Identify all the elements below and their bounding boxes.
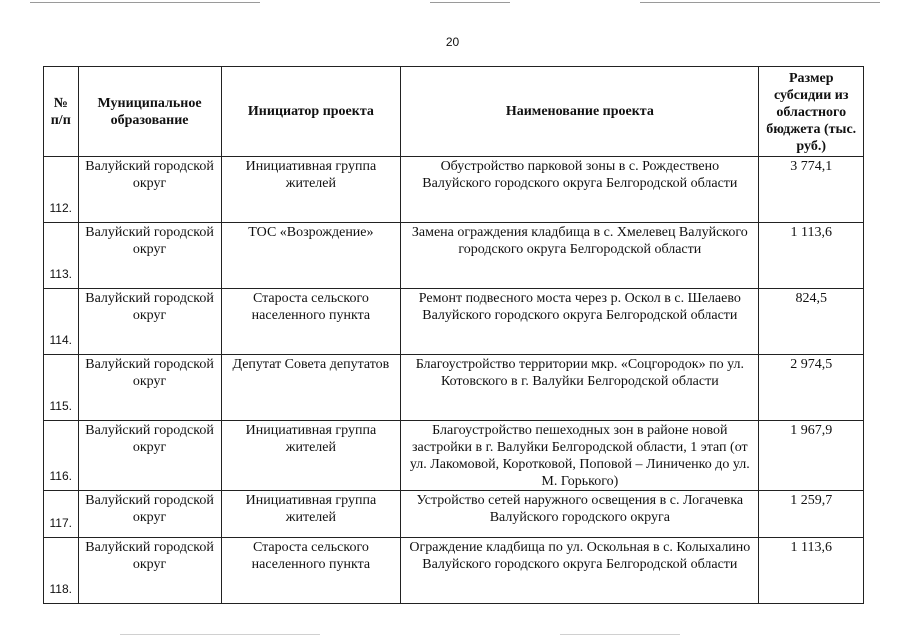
row-initiator: Староста сельского населенного пункта: [221, 289, 401, 355]
header-num: № п/п: [44, 67, 79, 157]
row-municipality: Валуйский городской округ: [78, 491, 221, 538]
row-project: Обустройство парковой зоны в с. Рождествено Валуйского городского округа Белгородской области: [401, 157, 759, 223]
header-municipality: Муниципальное образование: [78, 67, 221, 157]
row-project: Ограждение кладбища по ул. Оскольная в с. Колыхалино Валуйского городского округа Белгородской области: [401, 538, 759, 604]
row-initiator: Инициативная группа жителей: [221, 421, 401, 491]
scan-artifact-bottom-right: [560, 634, 680, 635]
table-header-row: [44, 67, 864, 157]
table-row: [44, 491, 864, 538]
row-subsidy: 2 974,5: [759, 355, 864, 421]
row-num: 112.: [44, 157, 79, 223]
row-project: Благоустройство пешеходных зон в районе новой застройки в г. Валуйки Белгородской области, 1 этап (от ул. Лакомовой, Коротковой, Поповой – Линиченко до ул. М. Горького): [401, 421, 759, 491]
scan-artifact-top-mid: [430, 2, 510, 3]
row-municipality: Валуйский городской округ: [78, 223, 221, 289]
row-num: 115.: [44, 355, 79, 421]
scan-artifact-top-right: [640, 2, 880, 3]
header-initiator: Инициатор проекта: [221, 67, 401, 157]
row-num: 117.: [44, 491, 79, 538]
row-num: 116.: [44, 421, 79, 491]
header-subsidy: Размер субсидии из областного бюджета (тыс. руб.): [759, 67, 864, 157]
table-row: [44, 157, 864, 223]
row-municipality: Валуйский городской округ: [78, 157, 221, 223]
table-row: [44, 421, 864, 491]
row-project: Ремонт подвесного моста через р. Оскол в с. Шелаево Валуйского городского округа Белгородской области: [401, 289, 759, 355]
page-number: 20: [445, 35, 460, 49]
row-project: Замена ограждения кладбища в с. Хмелевец Валуйского городского округа Белгородской области: [401, 223, 759, 289]
row-municipality: Валуйский городской округ: [78, 289, 221, 355]
scan-artifact-top-left: [30, 2, 260, 3]
row-project: Устройство сетей наружного освещения в с. Логачевка Валуйского городского округа: [401, 491, 759, 538]
row-initiator: Староста сельского населенного пункта: [221, 538, 401, 604]
row-initiator: Инициативная группа жителей: [221, 491, 401, 538]
row-project: Благоустройство территории мкр. «Соцгородок» по ул. Котовского в г. Валуйки Белгородской области: [401, 355, 759, 421]
row-subsidy: 1 967,9: [759, 421, 864, 491]
row-subsidy: 1 259,7: [759, 491, 864, 538]
table-row: [44, 355, 864, 421]
row-municipality: Валуйский городской округ: [78, 421, 221, 491]
table-row: [44, 538, 864, 604]
row-initiator: ТОС «Возрождение»: [221, 223, 401, 289]
row-num: 113.: [44, 223, 79, 289]
row-subsidy: 3 774,1: [759, 157, 864, 223]
row-initiator: Депутат Совета депутатов: [221, 355, 401, 421]
table-row: [44, 223, 864, 289]
row-initiator: Инициативная группа жителей: [221, 157, 401, 223]
row-subsidy: 1 113,6: [759, 223, 864, 289]
scan-artifact-bottom-left: [120, 634, 320, 635]
header-project: Наименование проекта: [401, 67, 759, 157]
row-subsidy: 824,5: [759, 289, 864, 355]
subsidy-table: [43, 66, 864, 604]
row-num: 118.: [44, 538, 79, 604]
table-row: [44, 289, 864, 355]
row-num: 114.: [44, 289, 79, 355]
row-municipality: Валуйский городской округ: [78, 538, 221, 604]
row-subsidy: 1 113,6: [759, 538, 864, 604]
row-municipality: Валуйский городской округ: [78, 355, 221, 421]
